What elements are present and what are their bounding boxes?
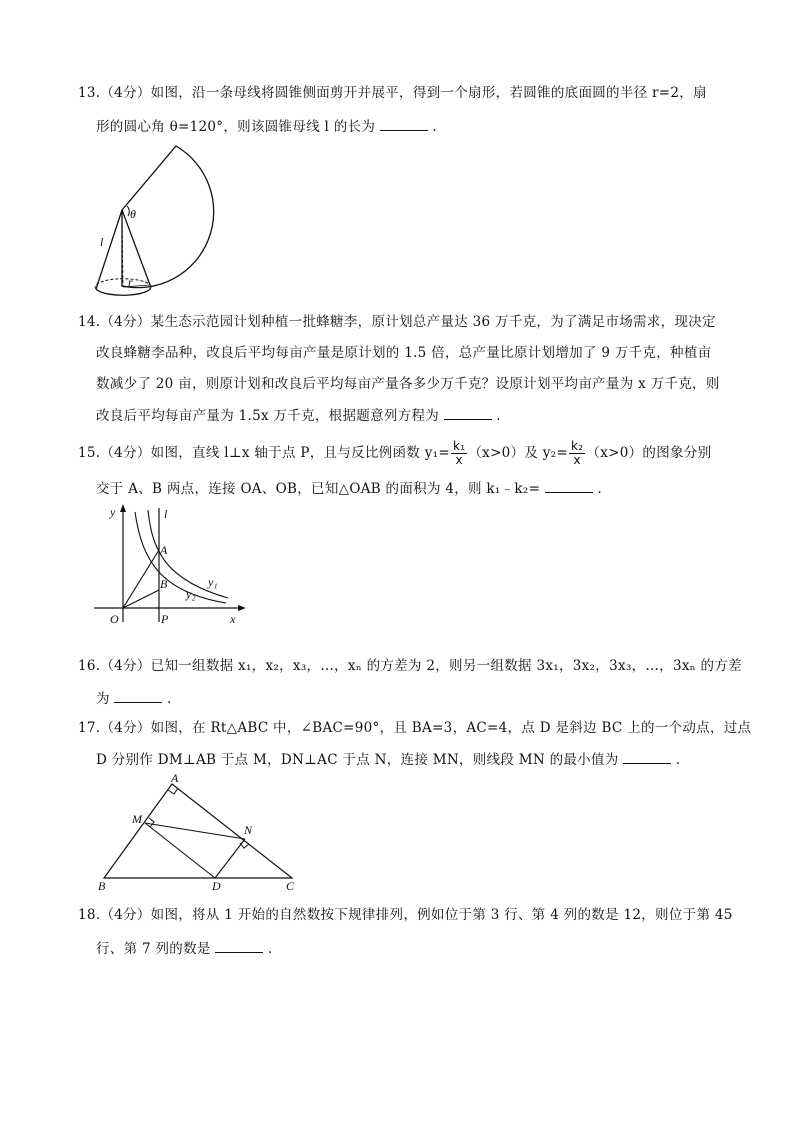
label-D: D: [212, 879, 221, 893]
label-x: x: [230, 612, 236, 626]
k2-fraction: [569, 440, 585, 467]
answer-blank: [380, 117, 428, 131]
right-angle-A: [168, 788, 178, 794]
q16-line-1: 16.（4分）已知一组数据 x₁，x₂，x₃，…，xₙ 的方差为 2，则另一组数据 3x₁，3x₂，3x₃，…，3xₙ 的方差: [78, 658, 742, 674]
q17-text: D 分别作 DM⊥AB 于点 M，DN⊥AC 于点 N，连接 MN，则线段 MN 的最小值为: [96, 752, 619, 768]
label-r: r: [128, 275, 133, 289]
q15-line-1: [78, 440, 711, 467]
curve-y2: [135, 512, 226, 603]
label-B: B: [160, 577, 168, 591]
q14-text: 改良后平均每亩产量为 1.5x 万千克，根据题意列方程为: [96, 408, 440, 424]
q17-period: .: [675, 752, 681, 768]
k1-fraction: [451, 440, 467, 467]
answer-blank: [545, 479, 593, 493]
x-axis-arrow: [238, 605, 246, 611]
right-triangle-figure: [92, 770, 312, 895]
label-P: P: [161, 612, 169, 626]
right-angle-M: [149, 818, 154, 827]
answer-blank: [114, 689, 162, 703]
q14-period: .: [496, 408, 501, 424]
label-C: C: [286, 879, 295, 893]
label-O: O: [110, 612, 119, 626]
cone-slant-left: [96, 210, 122, 289]
q13-line-1: 13.（4分）如图，沿一条母线将圆锥侧面剪开并展平，得到一个扇形，若圆锥的底面圆的半径 r=2，扇: [78, 85, 707, 101]
cone-sector-figure: [90, 140, 240, 300]
q18-text: 行、第 7 列的数是: [96, 941, 211, 957]
q18-line-1: 18.（4分）如图，将从 1 开始的自然数按下规律排列，例如位于第 3 行、第 4 列的数是 12，则位于第 45: [78, 907, 733, 923]
label-theta: θ: [130, 207, 136, 221]
q13-period: .: [432, 119, 437, 135]
q15-text-c: （x>0）的图象分别: [586, 445, 712, 461]
q15-text: 交于 A、B 两点，连接 OA、OB，已知△OAB 的面积为 4，则 k₁﹣k₂=: [96, 481, 541, 497]
q13-text: 形的圆心角 θ=120°，则该圆锥母线 l 的长为: [96, 119, 376, 135]
q13-line-2: [96, 117, 437, 136]
q14-line-4: [96, 406, 501, 425]
segment-MN: [145, 823, 245, 839]
label-A: A: [160, 543, 168, 557]
theta-arc: [127, 206, 129, 216]
label-l: l: [100, 235, 104, 249]
label-y2: y₂: [186, 587, 196, 601]
label-N: N: [244, 823, 253, 837]
label-l-line: l: [164, 507, 168, 521]
q14-line-1: 14.（4分）某生态示范园计划种植一批蜂糖李，原计划总产量达 36 万千克，为了满足市场需求，现决定: [78, 314, 716, 330]
segment-DN: [215, 839, 245, 878]
q16-line-2: [96, 689, 172, 708]
label-A: A: [171, 771, 179, 785]
q14-line-2: 改良蜂糖李品种，改良后平均每亩产量是原计划的 1.5 倍，总产量比原计划增加了 9 万千克，种植亩: [96, 345, 712, 361]
answer-blank: [444, 406, 492, 420]
label-B: B: [98, 879, 106, 893]
answer-blank: [623, 750, 671, 764]
q15-line-2: [96, 479, 602, 498]
label-y1: y₁: [208, 575, 218, 589]
segment-DM: [145, 823, 215, 878]
label-M: M: [132, 812, 142, 826]
q15-period: .: [597, 481, 603, 497]
cone-slant-right: [122, 210, 150, 285]
k1-denominator: x: [455, 453, 463, 467]
q15-text-a: 15.（4分）如图，直线 l⊥x 轴于点 P，且与反比例函数 y₁=: [78, 445, 450, 461]
q18-period: .: [267, 941, 273, 957]
q17-line-1: 17.（4分）如图，在 Rt△ABC 中，∠BAC=90°，且 BA=3，AC=4，点 D 是斜边 BC 上的一个动点，过点: [78, 720, 752, 736]
inverse-function-graph: [90, 500, 250, 630]
q16-period: .: [167, 691, 172, 707]
label-y: y: [110, 505, 116, 519]
answer-blank: [215, 939, 263, 953]
q16-text: 为: [96, 691, 110, 707]
q15-text-b: （x>0）及 y₂=: [468, 445, 569, 461]
q18-line-2: [96, 939, 272, 958]
k1-numerator: k₁: [452, 439, 466, 453]
q17-line-2: [96, 750, 680, 769]
k2-numerator: k₂: [571, 439, 584, 453]
k2-denominator: x: [573, 453, 581, 467]
y-axis-arrow: [120, 504, 126, 512]
q14-line-3: 数减少了 20 亩，则原计划和改良后平均每亩产量各多少万千克？设原计划平均亩产量为 x 万千克，则: [96, 376, 720, 392]
